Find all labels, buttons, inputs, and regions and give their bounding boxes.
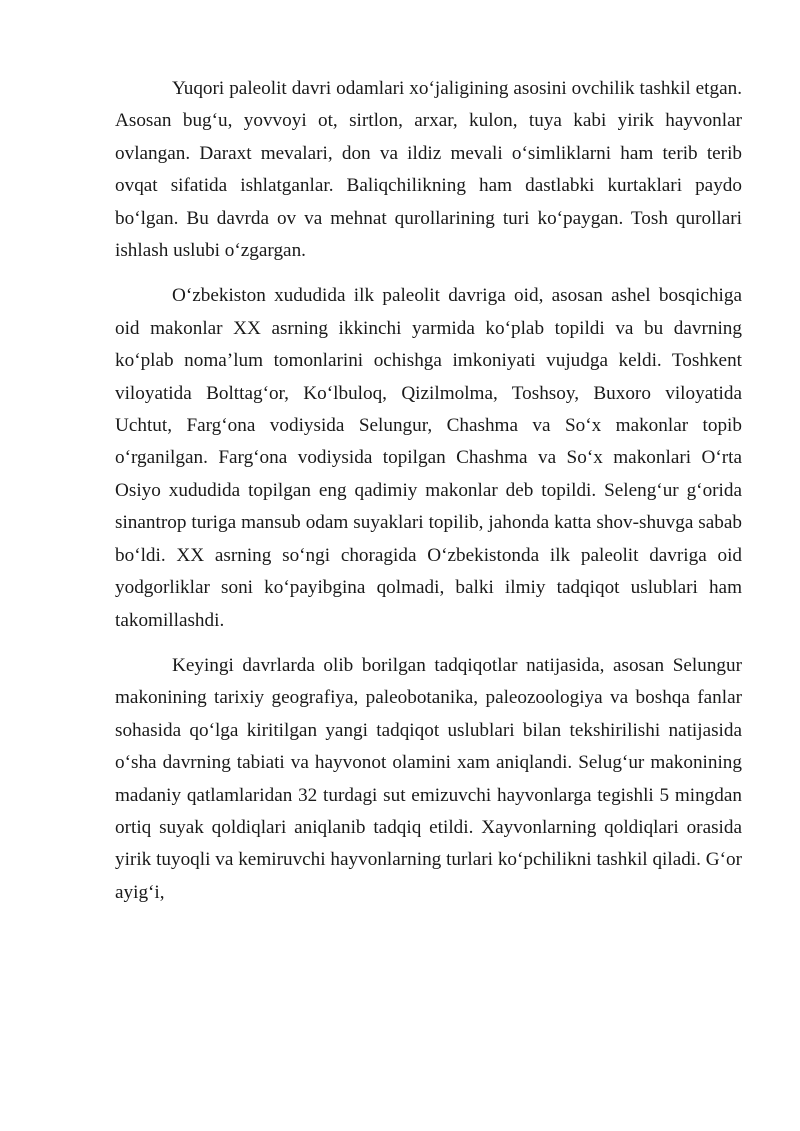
document-body (115, 73, 742, 922)
paragraph-selungur-research: Keyingi davrlarda olib borilgan tadqiqotlar natijasida, asosan Selungur makonining tarixiy geografiya, paleobotanika, paleozoologiya va boshqa fanlar sohasida qo‘lga kiritilgan yangi tadqiqot uslublari bilan tekshirilishi natijasida o‘sha davrning tabiati va hayvonot olamini xam aniqlandi. Selug‘ur makonining madaniy qatlamlaridan 32 turdagi sut emizuvchi hayvonlarga tegishli 5 mingdan ortiq suyak qoldiqlari aniqlanib tadqiq etildi. Xayvonlarning qoldiqlari orasida yirik tuyoqli va kemiruvchi hayvonlarning turlari ko‘pchilikni tashkil qiladi. G‘or ayig‘i, (115, 654, 742, 903)
paragraph-upper-paleolithic-economy: Yuqori paleolit davri odamlari xo‘jaligining asosini ovchilik tashkil etgan. Asosan bug‘u, yovvoyi ot, sirtlon, arxar, kulon, tuya kabi yirik hayvonlar ovlangan. Daraxt mevalari, don va ildiz mevali o‘simliklarni ham terib terib ovqat sifatida ishlatganlar. Baliqchilikning ham dastlabki kurtaklari paydo bo‘lgan. Bu davrda ov va mehnat qurollarining turi ko‘paygan. Tosh qurollari ishlash uslubi o‘zgargan. (115, 78, 742, 262)
paragraph-early-paleolithic-sites: O‘zbekiston xududida ilk paleolit davriga oid, asosan ashel bosqichiga oid makonlar XX asrning ikkinchi yarmida ko‘plab topildi va bu davrning ko‘plab noma’lum tomonlarini ochishga imkoniyati vujudga keldi. Toshkent viloyatida Bolttag‘or, Ko‘lbuloq, Qizilmolma, Toshsoy, Buxoro viloyatida Uchtut, Farg‘ona vodiysida Selungur, Chashma va So‘x makonlar topib o‘rganilgan. Farg‘ona vodiysida topilgan Chashma va So‘x makonlari O‘rta Osiyo xududida topilgan eng qadimiy makonlar deb topildi. Seleng‘ur g‘orida sinantrop turiga mansub odam suyaklari topilib, jahonda katta shov-shuvga sabab bo‘ldi. XX asrning so‘ngi choragida O‘zbekistonda ilk paleolit davriga oid yodgorliklar soni ko‘payibgina qolmadi, balki ilmiy tadqiqot uslublari ham takomillashdi. (115, 285, 742, 631)
